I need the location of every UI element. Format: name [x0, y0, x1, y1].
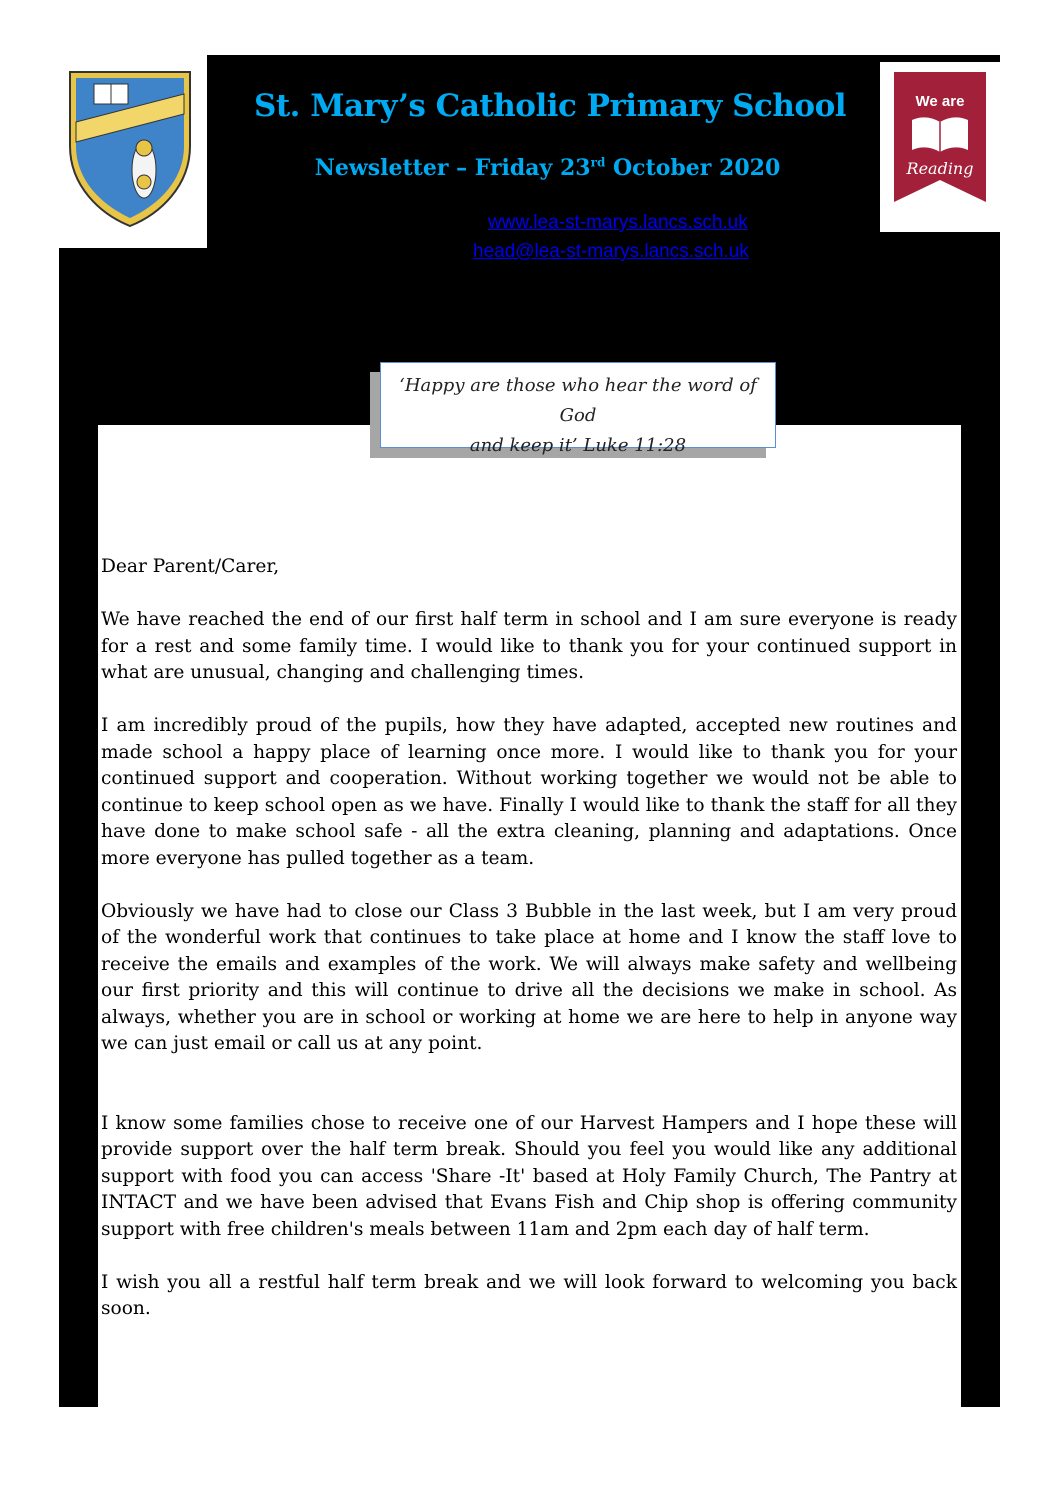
newsletter-month-year: October 2020	[605, 155, 781, 181]
quote-line-1: ‘Happy are those who hear the word of God	[399, 375, 757, 426]
newsletter-date-title	[240, 155, 855, 181]
newsletter-date-suffix: rd	[590, 155, 606, 170]
svg-text:We are: We are	[915, 93, 965, 110]
right-border	[961, 424, 1000, 1407]
left-border	[59, 424, 98, 1407]
letter-paragraph-5: I wish you all a restful half term break and we will look forward to welcoming you back soon.	[101, 1271, 957, 1319]
svg-text:Reading: Reading	[906, 159, 974, 178]
letter-greeting: Dear Parent/Carer,	[101, 556, 280, 577]
letter-paragraph-1: We have reached the end of our first half term in school and I am sure everyone is ready for a rest and some family time. I would like to thank you for your continued support in what are unusual, changing and challenging times.	[101, 609, 957, 683]
we-are-reading-badge	[894, 72, 986, 202]
school-name: St. Mary’s Catholic Primary School	[253, 88, 847, 124]
letter-paragraph-2: I am incredibly proud of the pupils, how they have adapted, accepted new routines and made school a happy place of learning once more. I would like to thank you for your continued support and cooperation. Without working together we would not be able to continue to keep school open as we have. Finally I would like to thank the staff for all they have done to make school safe - all the extra cleaning, planning and adaptations. Once more everyone has pulled together as a team.	[101, 715, 957, 869]
website-link[interactable]: www.lea-st-marys.lancs.sch.uk	[488, 212, 748, 233]
email-link[interactable]: head@lea-st-marys.lancs.sch.uk	[473, 241, 749, 262]
letter-paragraph-4: I know some families chose to receive one of our Harvest Hampers and I hope these will provide support over the half term break. Should you feel you would like any additional support with food you can access 'Share -It' based at Holy Family Church, The Pantry at INTACT and we have been advised that Evans Fish and Chip shop is offering community support with free children's meals between 11am and 2pm each day of half term.	[101, 1112, 957, 1240]
scripture-quote	[380, 362, 776, 456]
quote-line-2: and keep it’ Luke 11:28	[469, 435, 687, 456]
letter-paragraph-3: Obviously we have had to close our Class 3 Bubble in the last week, but I am very proud of the wonderful work that continues to take place at home and I know the staff love to receive the emails and examples of the work. We will always make safety and wellbeing our first priority and this will continue to drive all the decisions we make in school. As always, whether you are in school or working at home we are here to help in anyone way we can just email or call us at any point.	[101, 900, 957, 1054]
newsletter-prefix: Newsletter – Friday 23	[314, 155, 591, 181]
school-crest-logo	[64, 66, 196, 232]
letter-body	[101, 554, 957, 1349]
